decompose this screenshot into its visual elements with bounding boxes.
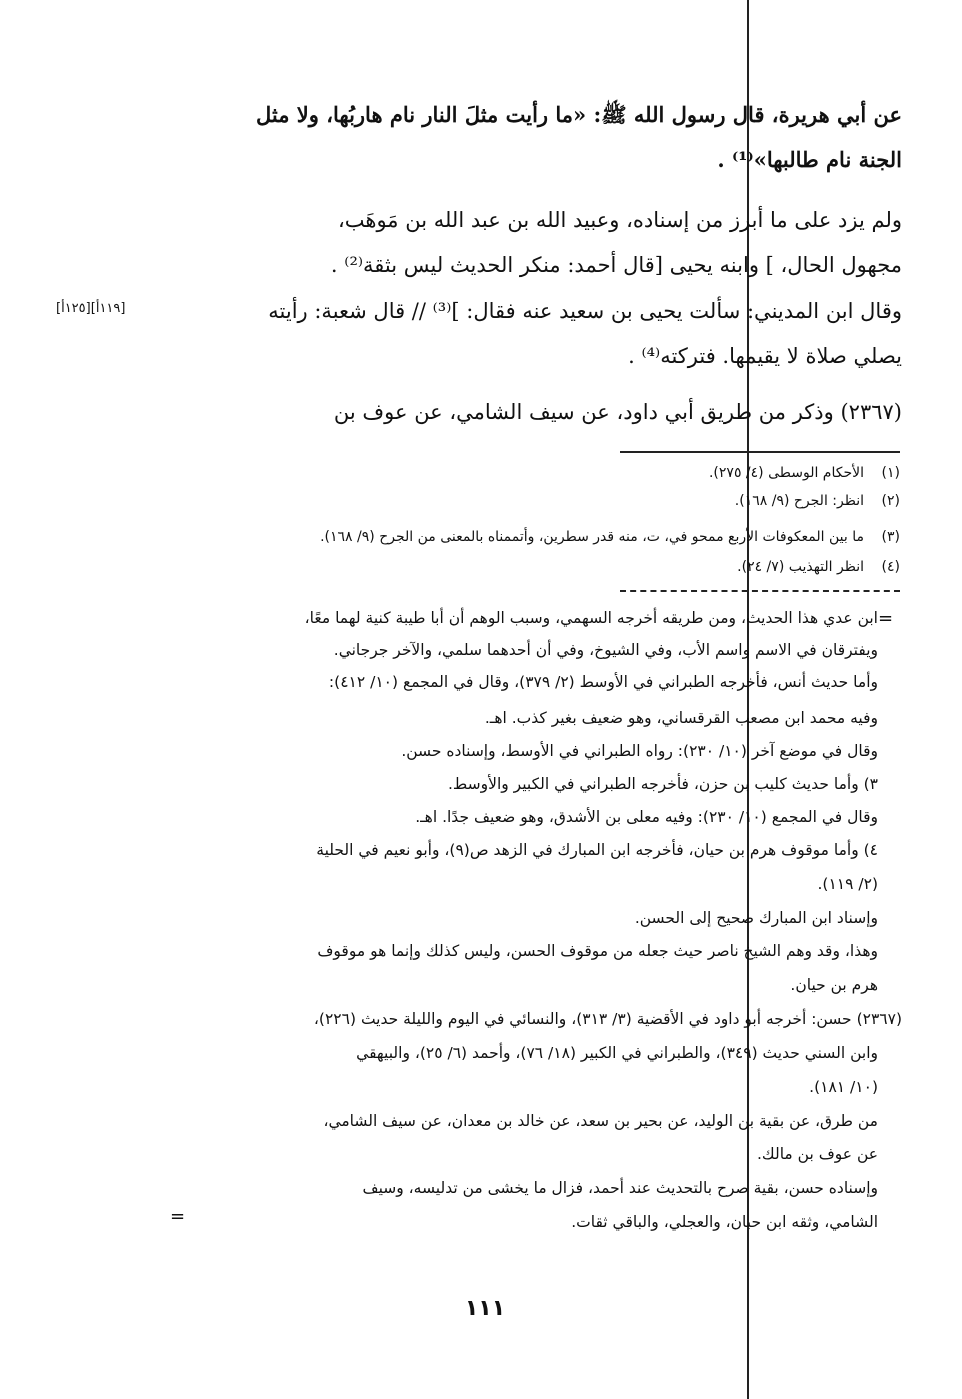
note-line-14: وابن السني حديث (٣٤٩)، والطبراني في الكبير (١٨/ ٧٦)، وأحمد (٦/ ٢٥)، والبيهقي [356, 1044, 878, 1062]
footnote-1 [260, 462, 900, 484]
note-line-12: هرم بن حيان. [790, 976, 878, 994]
note-line-8: ٤) وأما موقوف هرم بن حيان، فأخرجه ابن المبارك في الزهد ص(٩)، وأبو نعيم في الحلية [316, 841, 878, 859]
note-line-1: ابن عدي هذا الحديث، ومن طريقه أخرجه السهمي، وسبب الوهم أن أبا طيبة كنية لهما معًا، [304, 609, 878, 627]
footnote-4 [260, 556, 900, 578]
note-line-15: (١٠/ ١٨١). [809, 1078, 878, 1096]
footnote-number: (١) [881, 465, 900, 481]
note-line-2: ويفترقان في الاسم واسم الأب، وفي الشيوخ، وفي أن أحدهما سلمي، والآخر جرجاني. [333, 641, 878, 659]
main-line-4: مجهول الحال، ] وابنه يحيى [قال أحمد: منكر الحديث ليس بثقة⁽²⁾ . [330, 253, 902, 277]
main-line-5: وقال ابن المديني: سألت يحيى بن سعيد عنه فقال: ]⁽³⁾ // قال شعبة: رأيته [268, 299, 902, 323]
margin-note: [١٢٥أ][١١٩أ] [56, 301, 126, 316]
note-line-10: وإسناد ابن المبارك صحيح إلى الحسن. [634, 909, 878, 927]
footnote-separator [620, 451, 900, 453]
note-line-6: ٣) وأما حديث كليب بن حزن، فأخرجه الطبراني في الكبير والأوسط. [448, 775, 878, 793]
note-line-9: (٢/ ١١٩). [817, 875, 878, 893]
footnote-text: انظر: الجرح (٩/ ١٦٨). [734, 493, 864, 509]
footnote-text: ما بين المعكوفات الأربع ممحو في، ت، منه قدر سطرين، وأتممناه بالمعنى من الجرح (٩/ ١٦٨). [320, 529, 864, 545]
main-line-1: عن أبي هريرة، قال رسول الله ﷺ: «ما رأيت مثلَ النار نام هاربُها، ولا مثل [255, 102, 902, 127]
note-line-7: وقال في المجمع (١٠/ ٢٣٠): وفيه معلى بن الأشدق، وهو ضعيف جدًا. اهـ. [415, 808, 878, 826]
note-line-16: من طرق، عن بقية بن الوليد، عن بحير بن سعد، عن خالد بن معدان، عن سيف الشامي، [323, 1112, 878, 1130]
note-line-18: وإسناده حسن، بقية صرح بالتحديث عند أحمد، فزال ما يخشى من تدليسه، وسيف [362, 1179, 878, 1197]
footnote-number: (٢) [881, 493, 900, 509]
footnote-3 [260, 526, 900, 548]
continuation-mark-bottom: = [170, 1206, 186, 1227]
note-line-13: (٢٣٦٧) حسن: أخرجه أبو داود في الأقضية (٣/ ٣١٣)، والنسائي في اليوم والليلة حديث (٢٢٦)، [313, 1010, 902, 1028]
footnote-2 [260, 490, 900, 512]
main-line-7: (٢٣٦٧) وذكر من طريق أبي داود، عن سيف الشامي، عن عوف بن [333, 400, 902, 424]
note-line-17: عن عوف بن مالك. [756, 1145, 878, 1163]
main-line-2: الجنة نام طالبها»⁽¹⁾ . [717, 147, 902, 172]
note-line-19: الشامي، وثقه ابن حبان، والعجلي، والباقي ثقات. [571, 1213, 878, 1231]
footnote-number: (٤) [881, 559, 900, 575]
note-line-4: وفيه محمد ابن مصعب القرقساني، وهو ضعيف بغير كذب. اهـ. [484, 709, 878, 727]
footnote-text: الأحكام الوسطى (٤/ ٢٧٥). [708, 465, 864, 481]
page-number: ١١١ [464, 1296, 506, 1321]
note-line-5: وقال في موضع آخر (١٠/ ٢٣٠): رواه الطبراني في الأوسط، وإسناده حسن. [401, 742, 878, 760]
main-line-6: يصلي صلاة لا يقيمها. فتركته⁽⁴⁾ . [628, 344, 902, 368]
note-line-11: وهذا، وقد وهم الشيخ ناصر حيث جعله من موقوف الحسن، وليس كذلك وإنما هو موقوف [317, 942, 878, 960]
footnote-number: (٣) [881, 529, 900, 545]
footnote-text: انظر التهذيب (٧/ ٢٤). [737, 559, 864, 575]
notes-separator [620, 590, 900, 592]
note-line-3: وأما حديث أنس، فأخرجه الطبراني في الأوسط (٢/ ٣٧٩)، وقال في المجمع (١٠/ ٤١٢): [328, 673, 878, 691]
continuation-mark-top: = [878, 608, 894, 629]
main-line-3: ولم يزد على ما أبرز من إسناده، وعبيد الله بن عبد الله بن مَوهَب، [337, 208, 902, 232]
